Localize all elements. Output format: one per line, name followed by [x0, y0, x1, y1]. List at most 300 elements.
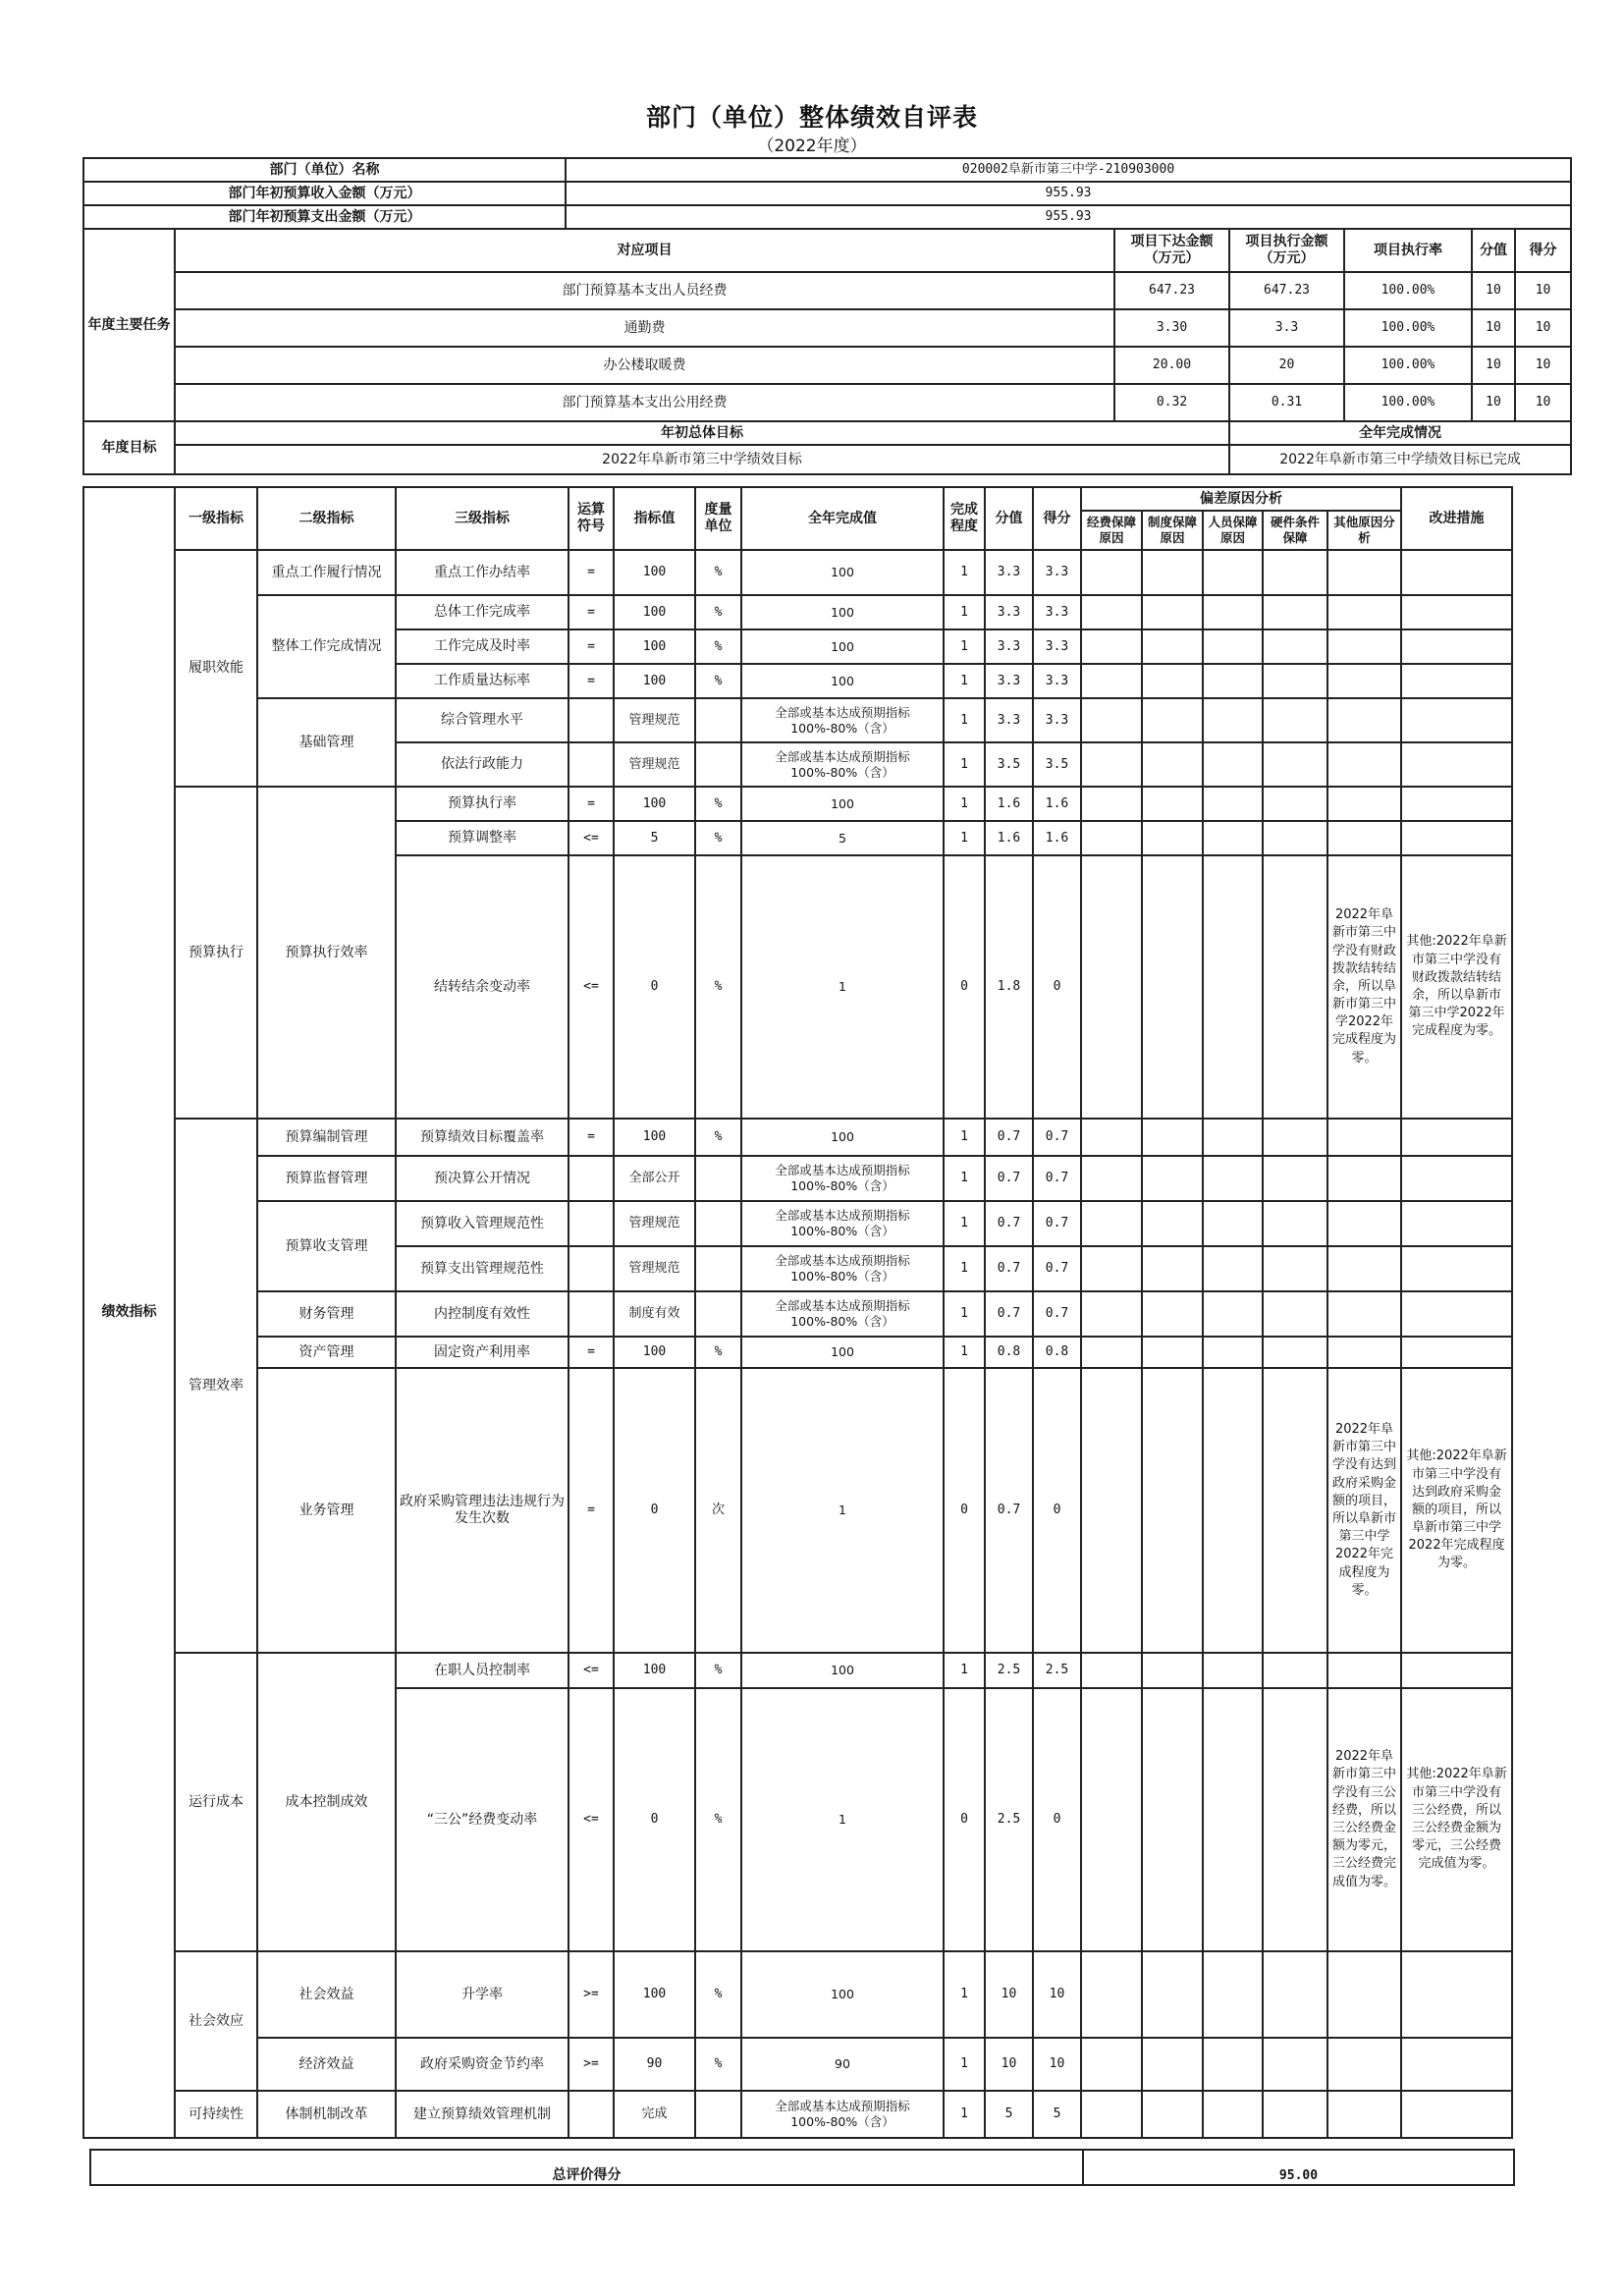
operator: =	[568, 664, 614, 698]
dev-other-analysis	[1327, 698, 1401, 742]
got-score: 0.7	[1033, 1119, 1081, 1156]
h-d3: 人员保障原因	[1203, 511, 1263, 550]
dev-system	[1142, 787, 1203, 821]
improvement-measure	[1401, 2091, 1512, 2138]
level3-indicator: 总体工作完成率	[396, 595, 568, 629]
score-value: 10	[985, 1951, 1033, 2038]
level3-indicator: 在职人员控制率	[396, 1653, 568, 1688]
actual-value: 5	[741, 821, 944, 855]
improvement-measure	[1401, 629, 1512, 664]
task-issued: 647.23	[1114, 272, 1229, 309]
dev-hardware	[1263, 1156, 1327, 1201]
level3-indicator: 结转结余变动率	[396, 855, 568, 1119]
l2-key-work: 重点工作履行情况	[257, 550, 396, 595]
dev-funding	[1081, 1246, 1142, 1291]
dev-funding	[1081, 664, 1142, 698]
dev-hardware	[1263, 550, 1327, 595]
actual-value: 100	[741, 629, 944, 664]
dev-other-analysis	[1327, 1156, 1401, 1201]
task-executed: 20	[1229, 347, 1344, 384]
improvement-measure	[1401, 1201, 1512, 1246]
completion-degree: 1	[944, 1201, 985, 1246]
target-value: 管理规范	[614, 698, 695, 742]
dev-staff	[1203, 1201, 1263, 1246]
dev-system	[1142, 1291, 1203, 1337]
dev-staff	[1203, 595, 1263, 629]
h-degree: 完成程度	[944, 487, 985, 550]
got-score: 0	[1033, 1368, 1081, 1653]
completion-degree: 1	[944, 629, 985, 664]
l2-budget-plan: 预算编制管理	[257, 1119, 396, 1156]
dev-other-analysis	[1327, 1653, 1401, 1688]
actual-value: 全部或基本达成预期指标100%-80%（含）	[741, 1246, 944, 1291]
h-target: 指标值	[614, 487, 695, 550]
dev-hardware	[1263, 1291, 1327, 1337]
measure-unit: %	[695, 629, 741, 664]
actual-value: 全部或基本达成预期指标100%-80%（含）	[741, 742, 944, 787]
dev-other-analysis	[1327, 1246, 1401, 1291]
l1-social: 社会效应	[175, 1951, 257, 2091]
improvement-measure	[1401, 2038, 1512, 2091]
dev-funding	[1081, 1653, 1142, 1688]
dev-hardware	[1263, 821, 1327, 855]
improvement-measure	[1401, 664, 1512, 698]
completion-degree: 1	[944, 2091, 985, 2138]
score-value: 0.7	[985, 1119, 1033, 1156]
task-row	[83, 384, 1571, 421]
target-value: 管理规范	[614, 742, 695, 787]
dept-name-label: 部门（单位）名称	[83, 158, 566, 182]
dev-other-analysis	[1327, 664, 1401, 698]
got-score: 0.8	[1033, 1337, 1081, 1368]
dev-staff	[1203, 2091, 1263, 2138]
operator: =	[568, 1337, 614, 1368]
measure-unit	[695, 698, 741, 742]
dev-system	[1142, 595, 1203, 629]
total-score-label: 总评价得分	[90, 2150, 1083, 2185]
improvement-measure: 其他:2022年阜新市第三中学没有三公经费，所以三公经费金额为零元，三公经费完成值为零。	[1401, 1688, 1512, 1951]
indicator-row	[83, 698, 1512, 742]
annual-goal-label: 年度目标	[83, 421, 175, 474]
target-value: 100	[614, 787, 695, 821]
operator	[568, 2091, 614, 2138]
dev-system	[1142, 2038, 1203, 2091]
budget-income-value: 955.93	[566, 182, 1571, 205]
dev-other-analysis	[1327, 1119, 1401, 1156]
dev-funding	[1081, 1119, 1142, 1156]
improvement-measure	[1401, 1246, 1512, 1291]
dev-staff	[1203, 742, 1263, 787]
operator: =	[568, 1119, 614, 1156]
dev-funding	[1081, 1368, 1142, 1653]
target-value: 100	[614, 1337, 695, 1368]
target-value: 90	[614, 2038, 695, 2091]
operator: >=	[568, 2038, 614, 2091]
dev-funding	[1081, 821, 1142, 855]
dev-system	[1142, 1156, 1203, 1201]
page-subtitle: （2022年度）	[757, 137, 867, 156]
actual-value: 1	[741, 855, 944, 1119]
got-score: 3.3	[1033, 698, 1081, 742]
task-name: 通勤费	[175, 309, 1114, 347]
level3-indicator: 建立预算绩效管理机制	[396, 2091, 568, 2138]
l2-budget-income: 预算收支管理	[257, 1201, 396, 1291]
improvement-measure	[1401, 1156, 1512, 1201]
task-score: 10	[1472, 272, 1515, 309]
h-d5: 其他原因分析	[1327, 511, 1401, 550]
dev-other-analysis	[1327, 2091, 1401, 2138]
actual-value: 全部或基本达成预期指标100%-80%（含）	[741, 1156, 944, 1201]
indicator-row	[83, 1951, 1512, 2038]
dev-other-analysis: 2022年阜新市第三中学没有财政拨款结转结余，所以阜新市第三中学2022年完成程度为零。	[1327, 855, 1401, 1119]
task-name: 办公楼取暖费	[175, 347, 1114, 384]
dev-hardware	[1263, 629, 1327, 664]
score-value: 2.5	[985, 1653, 1033, 1688]
dev-hardware	[1263, 1688, 1327, 1951]
col-executed-header: 项目执行金额（万元）	[1229, 229, 1344, 272]
dev-system	[1142, 1119, 1203, 1156]
l1-mgmt: 管理效率	[175, 1119, 257, 1653]
level3-indicator: 重点工作办结率	[396, 550, 568, 595]
score-value: 10	[985, 2038, 1033, 2091]
actual-value: 90	[741, 2038, 944, 2091]
improvement-measure	[1401, 1653, 1512, 1688]
got-score: 0	[1033, 1688, 1081, 1951]
target-value: 100	[614, 550, 695, 595]
dev-system	[1142, 2091, 1203, 2138]
improvement-measure	[1401, 550, 1512, 595]
score-value: 0.7	[985, 1156, 1033, 1201]
completion-degree: 1	[944, 595, 985, 629]
level3-indicator: 预算调整率	[396, 821, 568, 855]
measure-unit	[695, 1156, 741, 1201]
h-unit: 度量单位	[695, 487, 741, 550]
target-value: 100	[614, 664, 695, 698]
got-score: 3.5	[1033, 742, 1081, 787]
l1-sustain: 可持续性	[175, 2091, 257, 2138]
l2-economic-benefit: 经济效益	[257, 2038, 396, 2091]
dev-hardware	[1263, 1119, 1327, 1156]
got-score: 3.3	[1033, 629, 1081, 664]
indicator-row	[83, 2038, 1512, 2091]
dev-funding	[1081, 855, 1142, 1119]
got-score: 10	[1033, 2038, 1081, 2091]
operator: <=	[568, 821, 614, 855]
dev-system	[1142, 664, 1203, 698]
score-value: 5	[985, 2091, 1033, 2138]
l1-duty: 履职效能	[175, 550, 257, 787]
operator: <=	[568, 855, 614, 1119]
measure-unit: %	[695, 595, 741, 629]
dev-hardware	[1263, 595, 1327, 629]
operator: =	[568, 1368, 614, 1653]
budget-expense-label: 部门年初预算支出金额（万元）	[83, 205, 566, 229]
dev-other-analysis	[1327, 2038, 1401, 2091]
actual-value: 1	[741, 1688, 944, 1951]
dev-funding	[1081, 698, 1142, 742]
improvement-measure	[1401, 821, 1512, 855]
improvement-measure	[1401, 1337, 1512, 1368]
dev-funding	[1081, 1156, 1142, 1201]
indicator-row	[83, 787, 1512, 821]
dev-system	[1142, 855, 1203, 1119]
l2-basic-mgmt: 基础管理	[257, 698, 396, 787]
dev-staff	[1203, 698, 1263, 742]
h-measure: 改进措施	[1401, 487, 1512, 550]
target-value: 全部公开	[614, 1156, 695, 1201]
improvement-measure	[1401, 742, 1512, 787]
target-value: 管理规范	[614, 1246, 695, 1291]
dev-hardware	[1263, 1201, 1327, 1246]
dev-staff	[1203, 1951, 1263, 2038]
level3-indicator: 政府采购资金节约率	[396, 2038, 568, 2091]
dev-funding	[1081, 787, 1142, 821]
dev-other-analysis	[1327, 787, 1401, 821]
operator	[568, 698, 614, 742]
completion-degree: 1	[944, 550, 985, 595]
score-value: 0.7	[985, 1246, 1033, 1291]
perf-section-label: 绩效指标	[83, 487, 175, 2138]
score-value: 1.8	[985, 855, 1033, 1119]
dev-system	[1142, 1653, 1203, 1688]
dev-funding	[1081, 742, 1142, 787]
actual-value: 100	[741, 550, 944, 595]
dev-hardware	[1263, 1337, 1327, 1368]
target-value: 100	[614, 595, 695, 629]
score-value: 3.3	[985, 629, 1033, 664]
improvement-measure: 其他:2022年阜新市第三中学没有达到政府采购金额的项目，所以阜新市第三中学2022年完成程度为零。	[1401, 1368, 1512, 1653]
h-actual: 全年完成值	[741, 487, 944, 550]
actual-value: 100	[741, 1119, 944, 1156]
total-table	[89, 2149, 1515, 2186]
dev-staff	[1203, 821, 1263, 855]
dev-other-analysis	[1327, 1201, 1401, 1246]
col-issued-header: 项目下达金额（万元）	[1114, 229, 1229, 272]
actual-value: 全部或基本达成预期指标100%-80%（含）	[741, 698, 944, 742]
task-executed: 3.3	[1229, 309, 1344, 347]
operator	[568, 1246, 614, 1291]
improvement-measure	[1401, 787, 1512, 821]
l2-finance: 财务管理	[257, 1291, 396, 1337]
operator	[568, 1201, 614, 1246]
measure-unit: %	[695, 2038, 741, 2091]
operator: =	[568, 629, 614, 664]
h-l3: 三级指标	[396, 487, 568, 550]
level3-indicator: 预算收入管理规范性	[396, 1201, 568, 1246]
completion-degree: 1	[944, 742, 985, 787]
score-value: 3.5	[985, 742, 1033, 787]
operator: =	[568, 787, 614, 821]
actual-value: 全部或基本达成预期指标100%-80%（含）	[741, 1201, 944, 1246]
dev-system	[1142, 1688, 1203, 1951]
measure-unit	[695, 742, 741, 787]
h-deviation: 偏差原因分析	[1081, 487, 1401, 511]
score-value: 1.6	[985, 821, 1033, 855]
dev-other-analysis	[1327, 1951, 1401, 2038]
indicator-row	[83, 1337, 1512, 1368]
target-value: 0	[614, 1368, 695, 1653]
dev-funding	[1081, 1337, 1142, 1368]
improvement-measure	[1401, 1951, 1512, 2038]
actual-value: 1	[741, 1368, 944, 1653]
measure-unit: %	[695, 550, 741, 595]
level3-indicator: 预算执行率	[396, 787, 568, 821]
completion-degree: 1	[944, 1119, 985, 1156]
level3-indicator: 内控制度有效性	[396, 1291, 568, 1337]
level3-indicator: 政府采购管理违法违规行为发生次数	[396, 1368, 568, 1653]
h-op: 运算符号	[568, 487, 614, 550]
operator: =	[568, 595, 614, 629]
budget-income-label: 部门年初预算收入金额（万元）	[83, 182, 566, 205]
dev-system	[1142, 1246, 1203, 1291]
target-value: 管理规范	[614, 1201, 695, 1246]
dev-other-analysis: 2022年阜新市第三中学没有达到政府采购金额的项目，所以阜新市第三中学2022年完成程度为零。	[1327, 1368, 1401, 1653]
h-l2: 二级指标	[257, 487, 396, 550]
measure-unit: %	[695, 1337, 741, 1368]
completion-degree: 1	[944, 1246, 985, 1291]
completion-degree: 1	[944, 1337, 985, 1368]
level3-indicator: 依法行政能力	[396, 742, 568, 787]
actual-value: 100	[741, 595, 944, 629]
measure-unit: %	[695, 1688, 741, 1951]
measure-unit: %	[695, 821, 741, 855]
task-score: 10	[1472, 309, 1515, 347]
score-value: 0.7	[985, 1291, 1033, 1337]
dev-hardware	[1263, 1368, 1327, 1653]
improvement-measure	[1401, 698, 1512, 742]
got-score: 10	[1033, 1951, 1081, 2038]
score-value: 3.3	[985, 595, 1033, 629]
indicator-row	[83, 1156, 1512, 1201]
task-score: 10	[1472, 384, 1515, 421]
h-score: 分值	[985, 487, 1033, 550]
completion-header: 全年完成情况	[1229, 421, 1571, 445]
dev-system	[1142, 742, 1203, 787]
got-score: 3.3	[1033, 595, 1081, 629]
completion-degree: 1	[944, 1951, 985, 2038]
got-score: 0.7	[1033, 1201, 1081, 1246]
dept-name-value: 020002阜新市第三中学-210903000	[566, 158, 1571, 182]
task-executed: 647.23	[1229, 272, 1344, 309]
task-got: 10	[1515, 384, 1571, 421]
dev-other-analysis	[1327, 742, 1401, 787]
improvement-measure	[1401, 595, 1512, 629]
operator: <=	[568, 1653, 614, 1688]
dev-staff	[1203, 2038, 1263, 2091]
l2-overall-work: 整体工作完成情况	[257, 595, 396, 698]
h-l1: 一级指标	[175, 487, 257, 550]
target-value: 完成	[614, 2091, 695, 2138]
target-value: 100	[614, 1653, 695, 1688]
got-score: 2.5	[1033, 1653, 1081, 1688]
h-d2: 制度保障原因	[1142, 511, 1203, 550]
target-value: 0	[614, 1688, 695, 1951]
actual-value: 100	[741, 664, 944, 698]
dev-system	[1142, 1337, 1203, 1368]
indicator-row	[83, 595, 1512, 629]
header-table	[82, 157, 1572, 475]
dev-funding	[1081, 1688, 1142, 1951]
dev-system	[1142, 1368, 1203, 1653]
dev-staff	[1203, 629, 1263, 664]
indicator-row	[83, 1368, 1512, 1653]
level3-indicator: 升学率	[396, 1951, 568, 2038]
score-value: 3.3	[985, 664, 1033, 698]
indicator-row	[83, 1119, 1512, 1156]
annual-tasks-label: 年度主要任务	[83, 229, 175, 421]
l2-cost-ctrl: 成本控制成效	[257, 1653, 396, 1951]
dev-other-analysis	[1327, 821, 1401, 855]
task-rate: 100.00%	[1344, 309, 1472, 347]
target-value: 0	[614, 855, 695, 1119]
l2-asset: 资产管理	[257, 1337, 396, 1368]
dev-staff	[1203, 1156, 1263, 1201]
dev-staff	[1203, 1119, 1263, 1156]
initial-goal-header: 年初总体目标	[175, 421, 1229, 445]
task-row	[83, 347, 1571, 384]
completion-degree: 0	[944, 1688, 985, 1951]
got-score: 5	[1033, 2091, 1081, 2138]
operator	[568, 742, 614, 787]
measure-unit	[695, 2091, 741, 2138]
dev-funding	[1081, 1201, 1142, 1246]
l2-reform: 体制机制改革	[257, 2091, 396, 2138]
completion-degree: 0	[944, 1368, 985, 1653]
target-value: 100	[614, 1951, 695, 2038]
col-got-header: 得分	[1515, 229, 1571, 272]
actual-value: 100	[741, 787, 944, 821]
task-issued: 0.32	[1114, 384, 1229, 421]
task-name: 部门预算基本支出公用经费	[175, 384, 1114, 421]
completion-degree: 1	[944, 2038, 985, 2091]
completion-value: 2022年阜新市第三中学绩效目标已完成	[1229, 445, 1571, 474]
dev-staff	[1203, 664, 1263, 698]
dev-staff	[1203, 1246, 1263, 1291]
dev-staff	[1203, 1368, 1263, 1653]
operator	[568, 1156, 614, 1201]
h-got: 得分	[1033, 487, 1081, 550]
score-value: 2.5	[985, 1688, 1033, 1951]
task-got: 10	[1515, 347, 1571, 384]
level3-indicator: 工作完成及时率	[396, 629, 568, 664]
dev-staff	[1203, 1688, 1263, 1951]
h-d4: 硬件条件保障	[1263, 511, 1327, 550]
l2-social-benefit: 社会效益	[257, 1951, 396, 2038]
task-name: 部门预算基本支出人员经费	[175, 272, 1114, 309]
got-score: 0.7	[1033, 1246, 1081, 1291]
dev-hardware	[1263, 742, 1327, 787]
operator: >=	[568, 1951, 614, 2038]
dev-system	[1142, 629, 1203, 664]
dev-other-analysis	[1327, 1291, 1401, 1337]
h-d1: 经费保障原因	[1081, 511, 1142, 550]
measure-unit: %	[695, 855, 741, 1119]
task-executed: 0.31	[1229, 384, 1344, 421]
score-value: 3.3	[985, 550, 1033, 595]
total-score-value: 95.00	[1083, 2150, 1514, 2185]
dev-other-analysis	[1327, 1337, 1401, 1368]
indicator-row	[83, 1291, 1512, 1337]
dev-hardware	[1263, 1246, 1327, 1291]
improvement-measure	[1401, 1291, 1512, 1337]
measure-unit: %	[695, 1119, 741, 1156]
operator: <=	[568, 1688, 614, 1951]
task-row	[83, 309, 1571, 347]
dev-staff	[1203, 1653, 1263, 1688]
actual-value: 100	[741, 1951, 944, 2038]
got-score: 3.3	[1033, 550, 1081, 595]
got-score: 3.3	[1033, 664, 1081, 698]
